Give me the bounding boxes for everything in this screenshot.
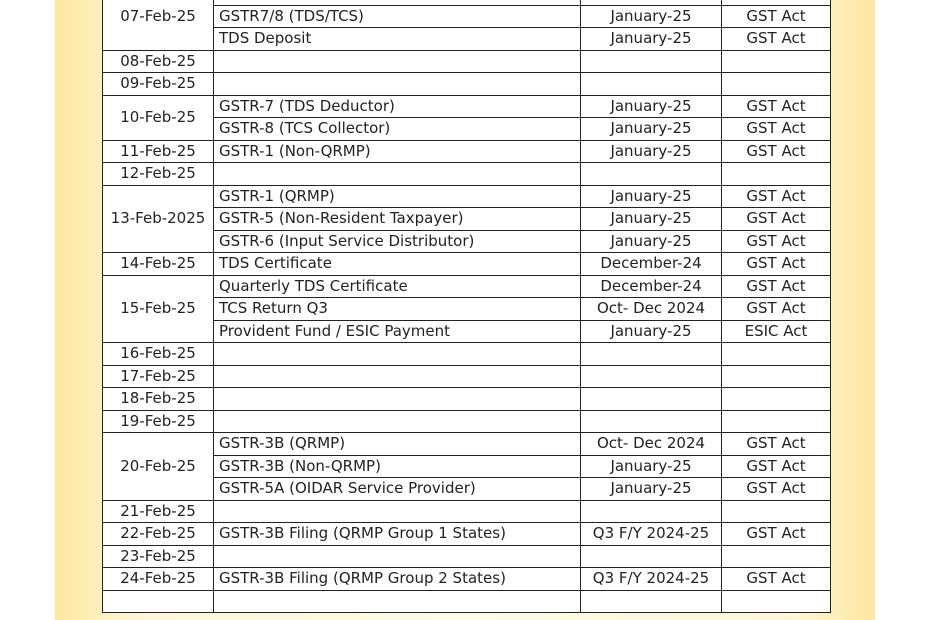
compliance-cell: TDS Certificate xyxy=(214,253,581,276)
table-row xyxy=(103,523,831,546)
compliance-cell: GSTR-6 (Input Service Distributor) xyxy=(214,230,581,253)
table-row xyxy=(103,50,831,73)
compliance-cell: GSTR-7 (TDS Deductor) xyxy=(214,95,581,118)
period-cell: January-25 xyxy=(581,5,722,28)
act-cell: GST Act xyxy=(722,230,831,253)
due-date-cell: 07-Feb-25 xyxy=(103,0,214,50)
act-cell: GST Act xyxy=(722,185,831,208)
period-cell: Oct- Dec 2024 xyxy=(581,298,722,321)
compliance-cell xyxy=(214,343,581,366)
compliance-cell: GSTR-3B (QRMP) xyxy=(214,433,581,456)
compliance-cell: GSTR-8 (TCS Collector) xyxy=(214,118,581,141)
due-date-cell: 09-Feb-25 xyxy=(103,73,214,96)
compliance-cell: GSTR-1 (Non-QRMP) xyxy=(214,140,581,163)
due-date-cell: 17-Feb-25 xyxy=(103,365,214,388)
period-cell: Oct- Dec 2024 xyxy=(581,433,722,456)
act-cell xyxy=(722,545,831,568)
due-date-cell: 08-Feb-25 xyxy=(103,50,214,73)
due-date-table xyxy=(102,0,831,613)
act-cell: GST Act xyxy=(722,298,831,321)
compliance-cell: GSTR7/8 (TDS/TCS) xyxy=(214,5,581,28)
table-row xyxy=(103,500,831,523)
due-date-cell: 18-Feb-25 xyxy=(103,388,214,411)
period-cell xyxy=(581,410,722,433)
period-cell xyxy=(581,73,722,96)
act-cell: GST Act xyxy=(722,433,831,456)
table-row xyxy=(103,95,831,118)
act-cell: GST Act xyxy=(722,568,831,591)
act-cell: GST Act xyxy=(722,523,831,546)
table-row xyxy=(103,343,831,366)
period-cell: December-24 xyxy=(581,275,722,298)
compliance-cell xyxy=(214,50,581,73)
compliance-cell xyxy=(214,410,581,433)
act-cell xyxy=(722,388,831,411)
table-row xyxy=(103,253,831,276)
compliance-cell: GSTR-3B Filing (QRMP Group 2 States) xyxy=(214,568,581,591)
period-cell: January-25 xyxy=(581,455,722,478)
due-date-cell: 20-Feb-25 xyxy=(103,433,214,501)
act-cell xyxy=(722,50,831,73)
period-cell: Q3 F/Y 2024-25 xyxy=(581,523,722,546)
period-cell xyxy=(581,343,722,366)
act-cell xyxy=(722,73,831,96)
period-cell: January-25 xyxy=(581,230,722,253)
due-date-cell: 19-Feb-25 xyxy=(103,410,214,433)
period-cell xyxy=(581,163,722,186)
compliance-cell: Provident Fund / ESIC Payment xyxy=(214,320,581,343)
period-cell: January-25 xyxy=(581,28,722,51)
table-row xyxy=(103,545,831,568)
act-cell xyxy=(722,163,831,186)
due-date-cell: 11-Feb-25 xyxy=(103,140,214,163)
period-cell: January-25 xyxy=(581,118,722,141)
act-cell: GST Act xyxy=(722,478,831,501)
compliance-cell: Quarterly TDS Certificate xyxy=(214,275,581,298)
compliance-cell: TDS Deposit xyxy=(214,28,581,51)
due-date-cell xyxy=(103,590,214,613)
period-cell: December-24 xyxy=(581,253,722,276)
table-row xyxy=(103,275,831,298)
compliance-cell: GSTR-5A (OIDAR Service Provider) xyxy=(214,478,581,501)
act-cell: GST Act xyxy=(722,118,831,141)
table-row xyxy=(103,163,831,186)
table-body xyxy=(103,0,831,613)
due-date-cell: 13-Feb-2025 xyxy=(103,185,214,253)
period-cell: January-25 xyxy=(581,95,722,118)
compliance-cell xyxy=(214,73,581,96)
table-row xyxy=(103,73,831,96)
act-cell: ESIC Act xyxy=(722,320,831,343)
compliance-cell xyxy=(214,388,581,411)
period-cell: Q3 F/Y 2024-25 xyxy=(581,568,722,591)
compliance-cell xyxy=(214,545,581,568)
due-date-cell: 10-Feb-25 xyxy=(103,95,214,140)
compliance-cell: TCS Return Q3 xyxy=(214,298,581,321)
act-cell: GST Act xyxy=(722,95,831,118)
act-cell xyxy=(722,343,831,366)
table-row xyxy=(103,365,831,388)
period-cell xyxy=(581,50,722,73)
period-cell: January-25 xyxy=(581,478,722,501)
table-row xyxy=(103,433,831,456)
table-row xyxy=(103,185,831,208)
compliance-cell: GSTR-3B (Non-QRMP) xyxy=(214,455,581,478)
period-cell xyxy=(581,545,722,568)
due-date-cell: 15-Feb-25 xyxy=(103,275,214,343)
act-cell: GST Act xyxy=(722,140,831,163)
act-cell xyxy=(722,500,831,523)
due-date-cell: 16-Feb-25 xyxy=(103,343,214,366)
period-cell xyxy=(581,365,722,388)
compliance-calendar xyxy=(102,0,831,613)
act-cell xyxy=(722,590,831,613)
compliance-cell xyxy=(214,365,581,388)
act-cell: GST Act xyxy=(722,275,831,298)
due-date-cell: 23-Feb-25 xyxy=(103,545,214,568)
act-cell: GST Act xyxy=(722,455,831,478)
due-date-cell: 12-Feb-25 xyxy=(103,163,214,186)
act-cell: GST Act xyxy=(722,5,831,28)
period-cell: January-25 xyxy=(581,185,722,208)
compliance-cell: GSTR-3B Filing (QRMP Group 1 States) xyxy=(214,523,581,546)
act-cell xyxy=(722,365,831,388)
due-date-cell: 24-Feb-25 xyxy=(103,568,214,591)
compliance-cell xyxy=(214,590,581,613)
table-row xyxy=(103,590,831,613)
act-cell xyxy=(722,410,831,433)
compliance-cell xyxy=(214,500,581,523)
period-cell xyxy=(581,500,722,523)
period-cell: January-25 xyxy=(581,140,722,163)
table-row xyxy=(103,568,831,591)
compliance-cell: GSTR-1 (QRMP) xyxy=(214,185,581,208)
due-date-cell: 21-Feb-25 xyxy=(103,500,214,523)
act-cell: GST Act xyxy=(722,253,831,276)
act-cell: GST Act xyxy=(722,208,831,231)
period-cell: January-25 xyxy=(581,208,722,231)
compliance-cell xyxy=(214,163,581,186)
due-date-cell: 14-Feb-25 xyxy=(103,253,214,276)
table-row xyxy=(103,388,831,411)
act-cell: GST Act xyxy=(722,28,831,51)
table-row xyxy=(103,410,831,433)
due-date-cell: 22-Feb-25 xyxy=(103,523,214,546)
table-row xyxy=(103,140,831,163)
period-cell xyxy=(581,590,722,613)
period-cell xyxy=(581,388,722,411)
compliance-cell: GSTR-5 (Non-Resident Taxpayer) xyxy=(214,208,581,231)
period-cell: January-25 xyxy=(581,320,722,343)
